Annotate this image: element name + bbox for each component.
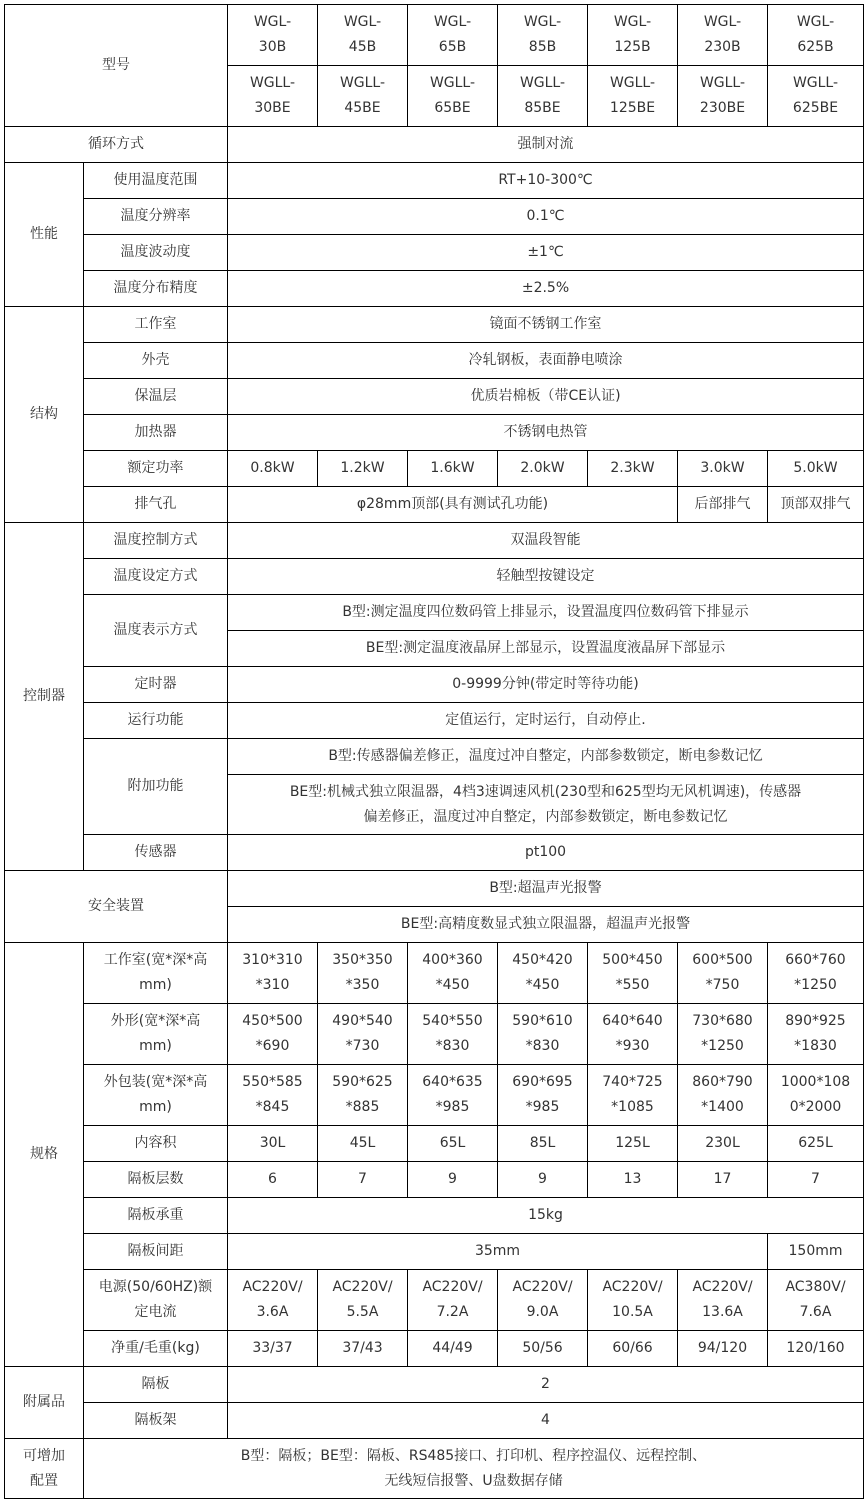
row-label: 温度设定方式 [84,559,228,595]
temp-range-row [5,163,864,199]
row-label: 附加功能 [84,739,228,835]
row-value: 强制对流 [228,127,864,163]
extra-function-row-b [5,739,864,775]
row-label: 隔板 [84,1367,228,1403]
size-cell: 1000*108 0*2000 [768,1065,864,1126]
size-cell: 660*760 *1250 [768,943,864,1004]
safety-row-b [5,871,864,907]
row-value: ±2.5% [228,271,864,307]
size-cell: 860*790 *1400 [678,1065,768,1126]
run-function-row [5,703,864,739]
model-cell: WGLL- 30BE [228,66,318,127]
fluctuation-row [5,235,864,271]
weight-cell: 44/49 [408,1331,498,1367]
row-value: φ28mm顶部(具有测试孔功能) [228,487,678,523]
heater-row [5,415,864,451]
volume-cell: 45L [318,1126,408,1162]
power-supply-cell: AC220V/ 7.2A [408,1270,498,1331]
group-label-structure: 结构 [5,307,84,523]
shelf-count-cell: 13 [588,1162,678,1198]
size-cell: 590*625 *885 [318,1065,408,1126]
row-label: 工作室(宽*深*高 mm) [84,943,228,1004]
size-cell: 890*925 *1830 [768,1004,864,1065]
power-cell: 5.0kW [768,451,864,487]
shelf-count-cell: 9 [408,1162,498,1198]
size-cell: 500*450 *550 [588,943,678,1004]
row-value: 0-9999分钟(带定时等待功能) [228,667,864,703]
model-cell: WGLL- 125BE [588,66,678,127]
insulation-row [5,379,864,415]
spec-table [4,4,864,1499]
header-row-1 [5,5,864,66]
power-cell: 0.8kW [228,451,318,487]
options-row [5,1439,864,1499]
row-value: B型：隔板；BE型：隔板、RS485接口、打印机、程序控温仪、远程控制、 无线短信报警、U盘数据存储 [84,1439,864,1499]
volume-cell: 125L [588,1126,678,1162]
accessory-rack-row [5,1403,864,1439]
row-label: 温度分辨率 [84,199,228,235]
row-value: B型:超温声光报警 [228,871,864,907]
row-label: 额定功率 [84,451,228,487]
size-cell: 450*500 *690 [228,1004,318,1065]
weight-row [5,1331,864,1367]
row-label: 温度表示方式 [84,595,228,667]
model-cell: WGL- 65B [408,5,498,66]
power-cell: 2.0kW [498,451,588,487]
group-label-options: 可增加 配置 [5,1439,84,1499]
size-cell: 640*640 *930 [588,1004,678,1065]
row-label: 电源(50/60HZ)额 定电流 [84,1270,228,1331]
volume-cell: 625L [768,1126,864,1162]
row-label: 隔板承重 [84,1198,228,1234]
row-label: 温度控制方式 [84,523,228,559]
row-value: pt100 [228,835,864,871]
row-label: 内容积 [84,1126,228,1162]
row-label: 外形(宽*深*高 mm) [84,1004,228,1065]
model-cell: WGL- 625B [768,5,864,66]
group-label-accessories: 附属品 [5,1367,84,1439]
weight-cell: 120/160 [768,1331,864,1367]
row-label: 隔板间距 [84,1234,228,1270]
power-cell: 3.0kW [678,451,768,487]
row-label: 加热器 [84,415,228,451]
size-cell: 690*695 *985 [498,1065,588,1126]
power-row [5,451,864,487]
row-label: 运行功能 [84,703,228,739]
row-value: ±1℃ [228,235,864,271]
row-value: BE型:机械式独立限温器，4档3速调速风机(230型和625型均无风机调速)，传感器 偏差修正，温度过冲自整定，内部参数锁定，断电参数记忆 [228,775,864,835]
size-cell: 540*550 *830 [408,1004,498,1065]
row-value: 4 [228,1403,864,1439]
power-supply-cell: AC220V/ 10.5A [588,1270,678,1331]
row-label: 隔板架 [84,1403,228,1439]
shelf-load-row [5,1198,864,1234]
model-cell: WGL- 230B [678,5,768,66]
shell-row [5,343,864,379]
chamber-row [5,307,864,343]
group-label-controller: 控制器 [5,523,84,871]
volume-row [5,1126,864,1162]
size-cell: 400*360 *450 [408,943,498,1004]
size-cell: 640*635 *985 [408,1065,498,1126]
row-value: BE型:测定温度液晶屏上部显示，设置温度液晶屏下部显示 [228,631,864,667]
model-cell: WGLL- 85BE [498,66,588,127]
model-cell: WGL- 85B [498,5,588,66]
weight-cell: 94/120 [678,1331,768,1367]
sensor-row [5,835,864,871]
row-value: 双温段智能 [228,523,864,559]
row-label: 安全装置 [5,871,228,943]
package-size-row [5,1065,864,1126]
display-mode-row-b [5,595,864,631]
row-value: 35mm [228,1234,768,1270]
power-cell: 1.6kW [408,451,498,487]
shelf-spacing-row [5,1234,864,1270]
row-value: 0.1℃ [228,199,864,235]
model-cell: WGLL- 625BE [768,66,864,127]
row-label: 定时器 [84,667,228,703]
model-cell: WGLL- 45BE [318,66,408,127]
weight-cell: 37/43 [318,1331,408,1367]
shelf-count-cell: 7 [768,1162,864,1198]
uniformity-row [5,271,864,307]
model-cell: WGL- 45B [318,5,408,66]
row-label: 使用温度范围 [84,163,228,199]
model-cell: WGLL- 65BE [408,66,498,127]
accessory-shelf-row [5,1367,864,1403]
power-supply-cell: AC220V/ 3.6A [228,1270,318,1331]
row-label: 温度波动度 [84,235,228,271]
row-label: 保温层 [84,379,228,415]
row-label: 传感器 [84,835,228,871]
row-label: 排气孔 [84,487,228,523]
row-label: 循环方式 [5,127,228,163]
weight-cell: 33/37 [228,1331,318,1367]
row-value: 2 [228,1367,864,1403]
power-supply-cell: AC220V/ 13.6A [678,1270,768,1331]
volume-cell: 30L [228,1126,318,1162]
group-label-spec: 规格 [5,943,84,1367]
row-label: 净重/毛重(kg) [84,1331,228,1367]
shelf-count-cell: 17 [678,1162,768,1198]
size-cell: 740*725 *1085 [588,1065,678,1126]
row-value: 15kg [228,1198,864,1234]
weight-cell: 50/56 [498,1331,588,1367]
outer-size-row [5,1004,864,1065]
size-cell: 490*540 *730 [318,1004,408,1065]
model-cell: WGL- 30B [228,5,318,66]
row-label: 温度分布精度 [84,271,228,307]
resolution-row [5,199,864,235]
size-cell: 310*310 *310 [228,943,318,1004]
vent-cell-625: 顶部双排气 [768,487,864,523]
row-value: BE型:高精度数显式独立限温器，超温声光报警 [228,907,864,943]
control-mode-row [5,523,864,559]
power-supply-cell: AC220V/ 5.5A [318,1270,408,1331]
row-label: 隔板层数 [84,1162,228,1198]
row-value: 冷轧钢板，表面静电喷涂 [228,343,864,379]
weight-cell: 60/66 [588,1331,678,1367]
group-label-performance: 性能 [5,163,84,307]
row-label: 工作室 [84,307,228,343]
size-cell: 730*680 *1250 [678,1004,768,1065]
size-cell: 550*585 *845 [228,1065,318,1126]
row-value: 不锈钢电热管 [228,415,864,451]
model-label: 型号 [5,5,228,127]
vent-row [5,487,864,523]
row-value: B型:传感器偏差修正，温度过冲自整定，内部参数锁定，断电参数记忆 [228,739,864,775]
size-cell: 590*610 *830 [498,1004,588,1065]
row-value: 优质岩棉板（带CE认证) [228,379,864,415]
chamber-size-row [5,943,864,1004]
row-value: 镜面不锈钢工作室 [228,307,864,343]
power-supply-cell: AC220V/ 9.0A [498,1270,588,1331]
volume-cell: 65L [408,1126,498,1162]
size-cell: 450*420 *450 [498,943,588,1004]
size-cell: 350*350 *350 [318,943,408,1004]
row-value: 轻触型按键设定 [228,559,864,595]
power-supply-cell: AC380V/ 7.6A [768,1270,864,1331]
shelf-spacing-cell-625: 150mm [768,1234,864,1270]
power-cell: 1.2kW [318,451,408,487]
shelf-count-cell: 9 [498,1162,588,1198]
model-cell: WGL- 125B [588,5,678,66]
timer-row [5,667,864,703]
row-label: 外包装(宽*深*高 mm) [84,1065,228,1126]
model-cell: WGLL- 230BE [678,66,768,127]
shelf-count-cell: 7 [318,1162,408,1198]
volume-cell: 230L [678,1126,768,1162]
shelf-count-cell: 6 [228,1162,318,1198]
power-cell: 2.3kW [588,451,678,487]
row-value: B型:测定温度四位数码管上排显示，设置温度四位数码管下排显示 [228,595,864,631]
shelf-count-row [5,1162,864,1198]
vent-cell-230: 后部排气 [678,487,768,523]
size-cell: 600*500 *750 [678,943,768,1004]
row-label: 外壳 [84,343,228,379]
setting-mode-row [5,559,864,595]
power-supply-row [5,1270,864,1331]
circulation-row [5,127,864,163]
volume-cell: 85L [498,1126,588,1162]
row-value: 定值运行，定时运行，自动停止. [228,703,864,739]
row-value: RT+10-300℃ [228,163,864,199]
